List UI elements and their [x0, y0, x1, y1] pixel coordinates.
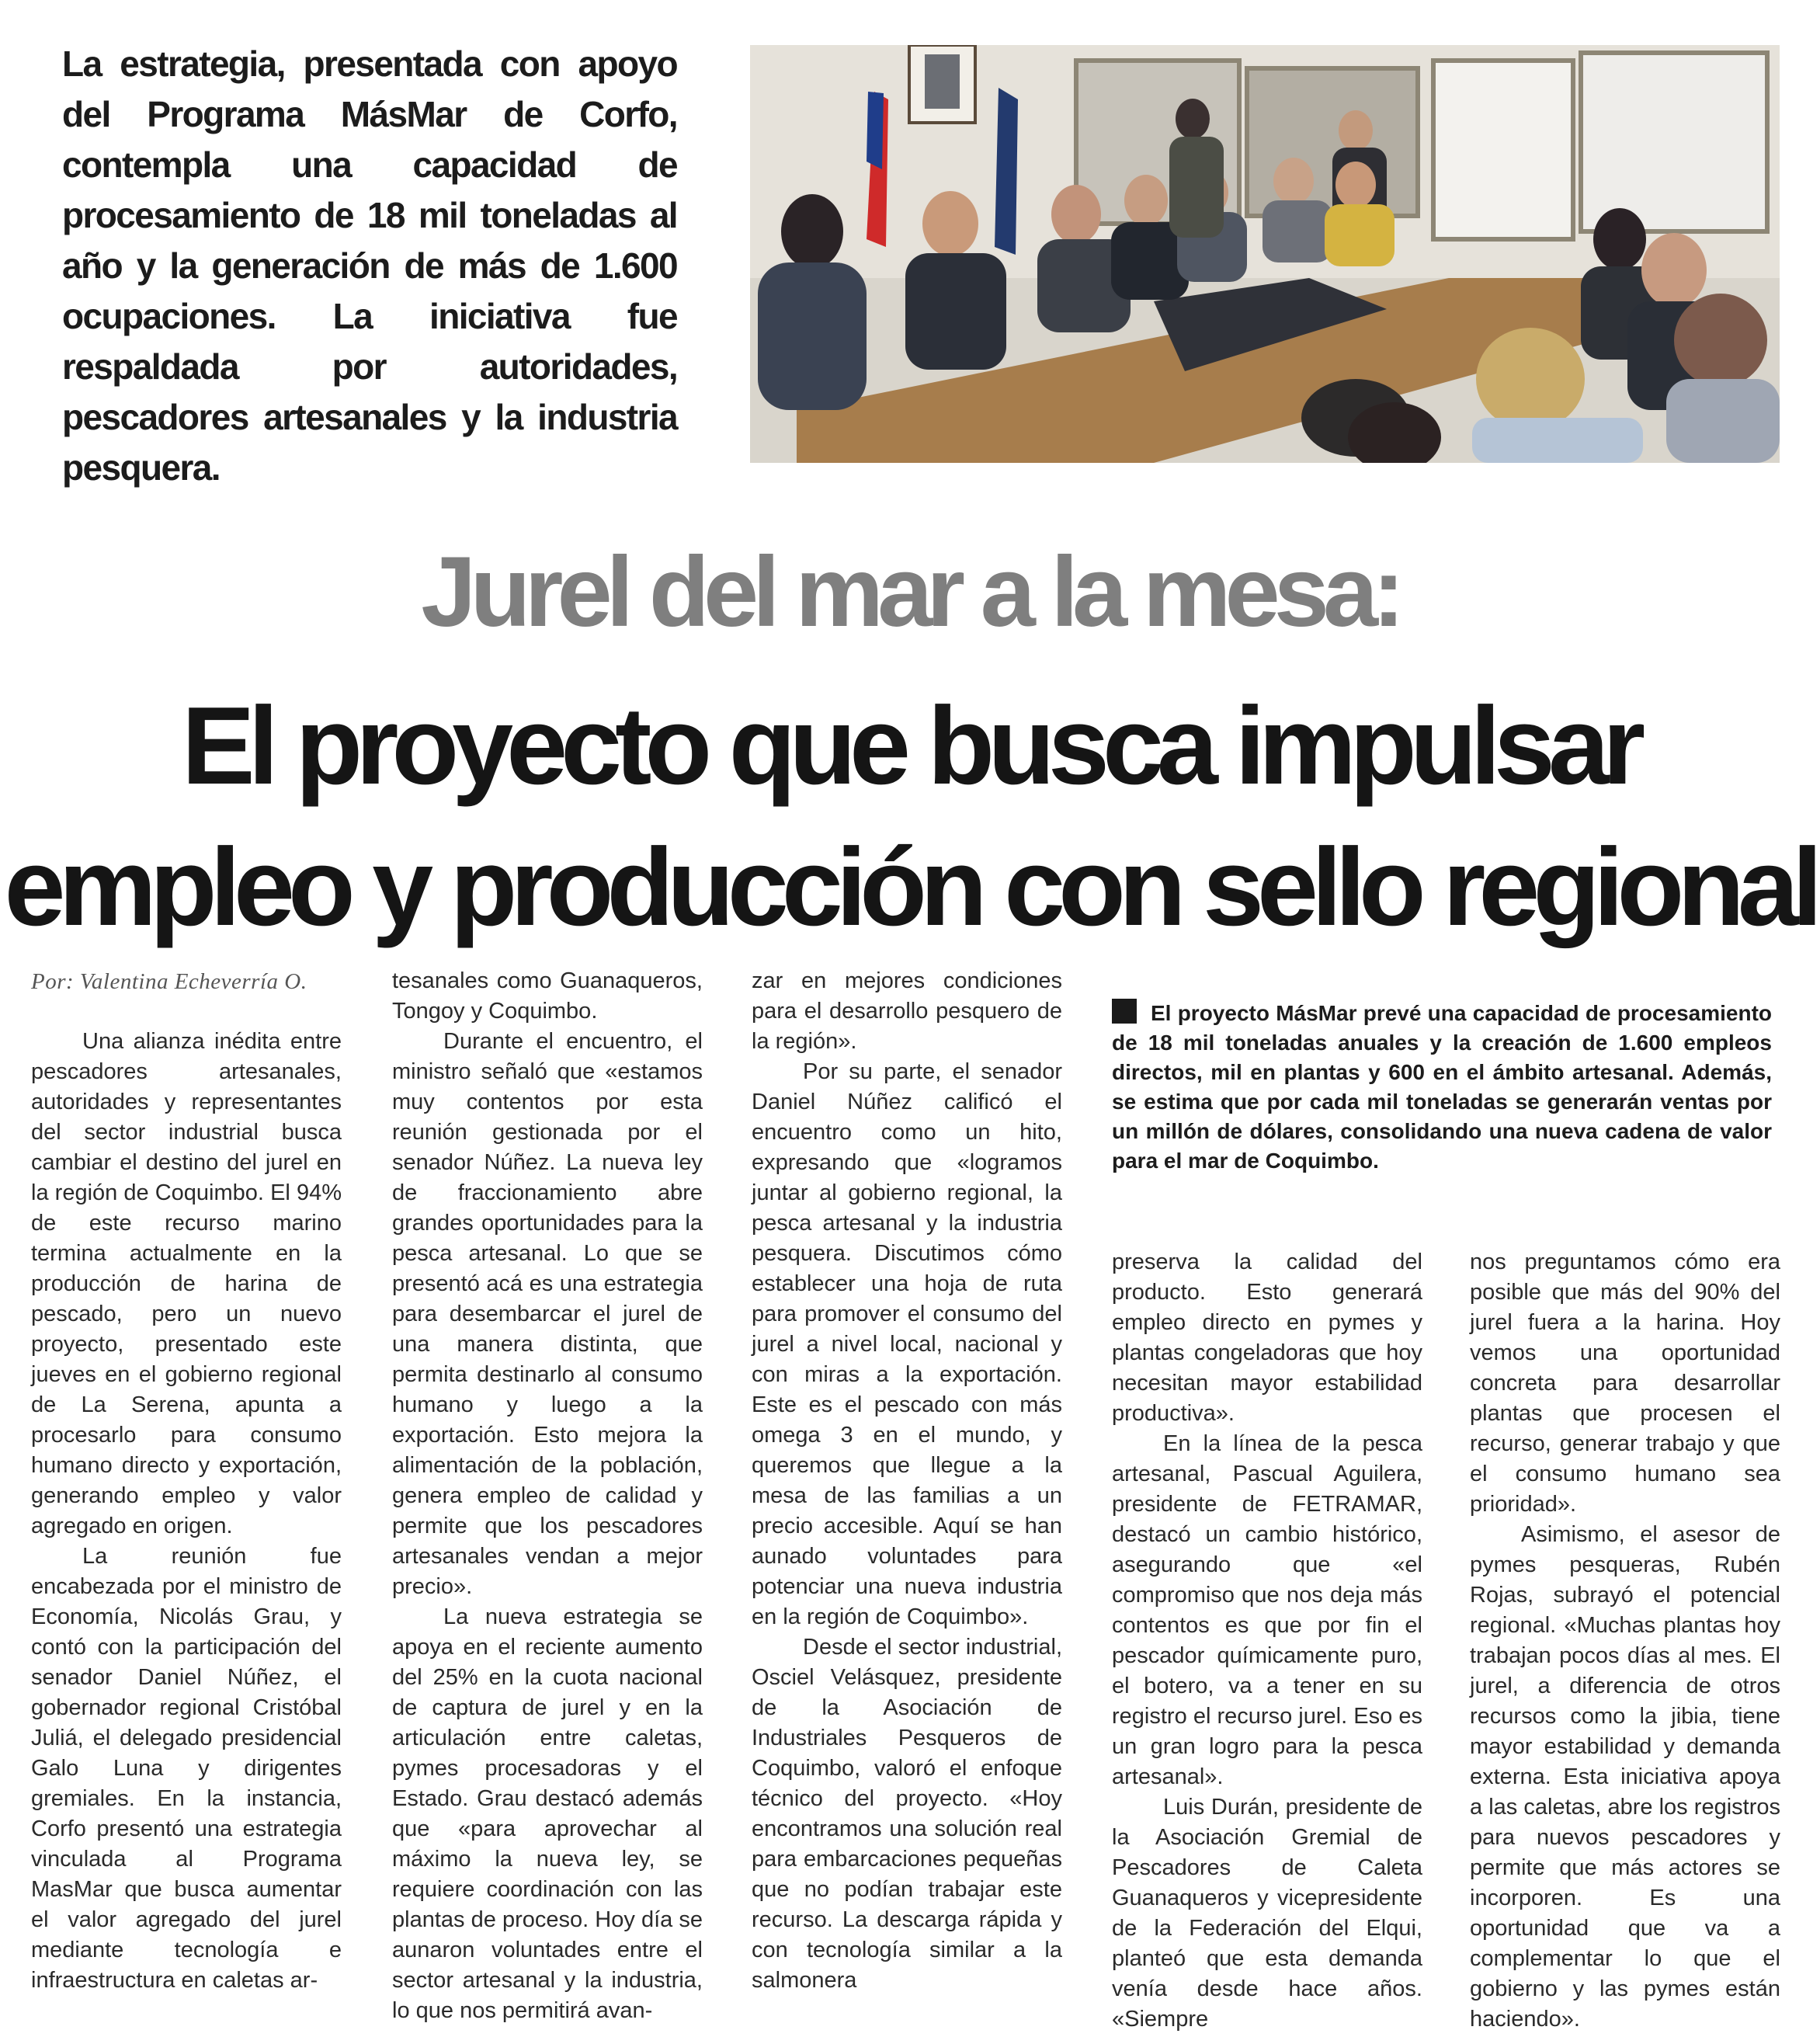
paragraph: tesanales como Guanaqueros, Tongoy y Coquimbo.	[392, 968, 703, 1024]
paragraph: nos preguntamos cómo era posible que más del 90% del jurel fuera a la harina. Hoy vemos una oportunidad concreta para desarrollar plantas que procesen el recurso, generar trabajo y que el consumo humano sea prioridad».	[1470, 1250, 1780, 1517]
highlight-box	[1112, 999, 1772, 1176]
paragraph: Por su parte, el senador Daniel Núñez calificó el encuentro como un hito, expresando que «logramos juntar al gobierno regional, la pesca artesanal y la industria pesquera. Discutimos cómo establecer una hoja de ruta para promover el consumo del jurel a nivel local, nacional y con miras a la exportación. Este es el pescado con más omega 3 en el mundo, y queremos que llegue a la mesa de las familias a un precio accesible. Aquí se han aunado voluntades para potenciar una nueva industria en la región de Coquimbo».	[752, 1059, 1062, 1629]
article-column-2	[392, 966, 703, 2026]
headline-line-1: El proyecto que busca impulsar	[181, 684, 1639, 808]
headline-line-2: empleo y producción con sello regional	[4, 826, 1816, 949]
article-column-3	[752, 966, 1062, 1996]
lead-paragraph: La estrategia, presentada con apoyo del Programa MásMar de Corfo, contempla una capacidad de procesamiento de 18 mil toneladas al año y la generación de más de 1.600 ocupaciones. La iniciativa fue respaldada por autoridades, pescadores artesanales y la industria pesquera.	[62, 43, 677, 488]
paragraph: Luis Durán, presidente de la Asociación Gremial de Pescadores de Caleta Guanaqueros y vicepresidente de la Federación del Elqui, planteó que esta demanda venía desde hace años. «Siempre	[1112, 1795, 1422, 2032]
meeting-photo	[750, 45, 1780, 463]
paragraph: zar en mejores condiciones para el desarrollo pesquero de la región».	[752, 968, 1062, 1054]
byline: Por: Valentina Echeverría O.	[31, 969, 307, 994]
paragraph: La nueva estrategia se apoya en el reciente aumento del 25% en la cuota nacional de captura de jurel y en la articulación entre caletas, pymes procesadoras y el Estado. Grau destacó además que «para aprovechar al máximo la nueva ley, se requiere coordinación con las plantas de proceso. Hoy día se aunaron voluntades entre el sector artesanal y la industria, lo que nos permitirá avan-	[392, 1604, 703, 2023]
paragraph: Durante el encuentro, el ministro señaló que «estamos muy contentos por esta reunión gestionada por el senador Núñez. La nueva ley de fraccionamiento abre grandes oportunidades para la pesca artesanal. Lo que se presentó acá es una estrategia para desembarcar el jurel de una manera distinta, que permita destinarlo al consumo humano y luego a la exportación. Esto mejora la alimentación de la población, genera empleo de calidad y permite que los pescadores artesanales vendan a mejor precio».	[392, 1029, 703, 1599]
article-column-1	[31, 1027, 342, 1996]
paragraph: Una alianza inédita entre pescadores artesanales, autoridades y representantes del sector industrial busca cambiar el destino del jurel en la región de Coquimbo. El 94% de este recurso marino termina actualmente en la producción de harina de pescado, pero un nuevo proyecto, presentado este jueves en el gobierno regional de La Serena, apunta a procesarlo para consumo humano directo y exportación, generando empleo y valor agregado en origen.	[31, 1029, 342, 1538]
kicker-title: Jurel del mar a la mesa:	[421, 537, 1399, 648]
article-column-4	[1112, 1247, 1422, 2035]
headline	[0, 676, 1820, 958]
paragraph: En la línea de la pesca artesanal, Pascual Aguilera, presidente de FETRAMAR, destacó un cambio histórico, asegurando que «el compromiso que nos deja más contentos es que por fin el pescador químicamente puro, el botero, va a tener en su registro el recurso jurel. Eso es un gran logro para la pesca artesanal».	[1112, 1431, 1422, 1789]
paragraph: Asimismo, el asesor de pymes pesqueras, Rubén Rojas, subrayó el potencial regional. «Muchas plantas hoy trabajan pocos días al mes. El jurel, a diferencia de otros recursos como la jibia, tiene mayor estabilidad y demanda externa. Esta iniciativa apoya a las caletas, abre los registros para nuevos pescadores y permite que más actores se incorporen. Es una oportunidad que va a complementar lo que el gobierno y las pymes están haciendo».	[1470, 1522, 1780, 2032]
article-column-5	[1470, 1247, 1780, 2035]
highlight-text: El proyecto MásMar prevé una capacidad de procesamiento de 18 mil toneladas anuales y la creación de 1.600 empleos directos, mil en plantas y 600 en el ámbito artesanal. Además, se estima que por cada mil toneladas se generarán ventas por un millón de dólares, consolidando una nueva cadena de valor para el mar de Coquimbo.	[1112, 1001, 1772, 1173]
paragraph: La reunión fue encabezada por el ministro de Economía, Nicolás Grau, y contó con la participación del senador Daniel Núñez, el gobernador regional Cristóbal Juliá, el delegado presidencial Galo Luna y dirigentes gremiales. En la instancia, Corfo presentó una estrategia vinculada al Programa MasMar que busca aumentar el valor agregado del jurel mediante tecnología e infraestructura en caletas ar-	[31, 1544, 342, 1993]
paragraph: preserva la calidad del producto. Esto generará empleo directo en pymes y plantas congeladoras que hoy necesitan mayor estabilidad productiva».	[1112, 1250, 1422, 1426]
square-bullet-icon	[1112, 999, 1137, 1024]
paragraph: Desde el sector industrial, Osciel Velásquez, presidente de la Asociación de Industriales Pesqueros de Coquimbo, valoró el enfoque técnico del proyecto. «Hoy encontramos una solución real para embarcaciones pequeñas que no podían trabajar este recurso. La descarga rápida y con tecnología similar a la salmonera	[752, 1635, 1062, 1993]
